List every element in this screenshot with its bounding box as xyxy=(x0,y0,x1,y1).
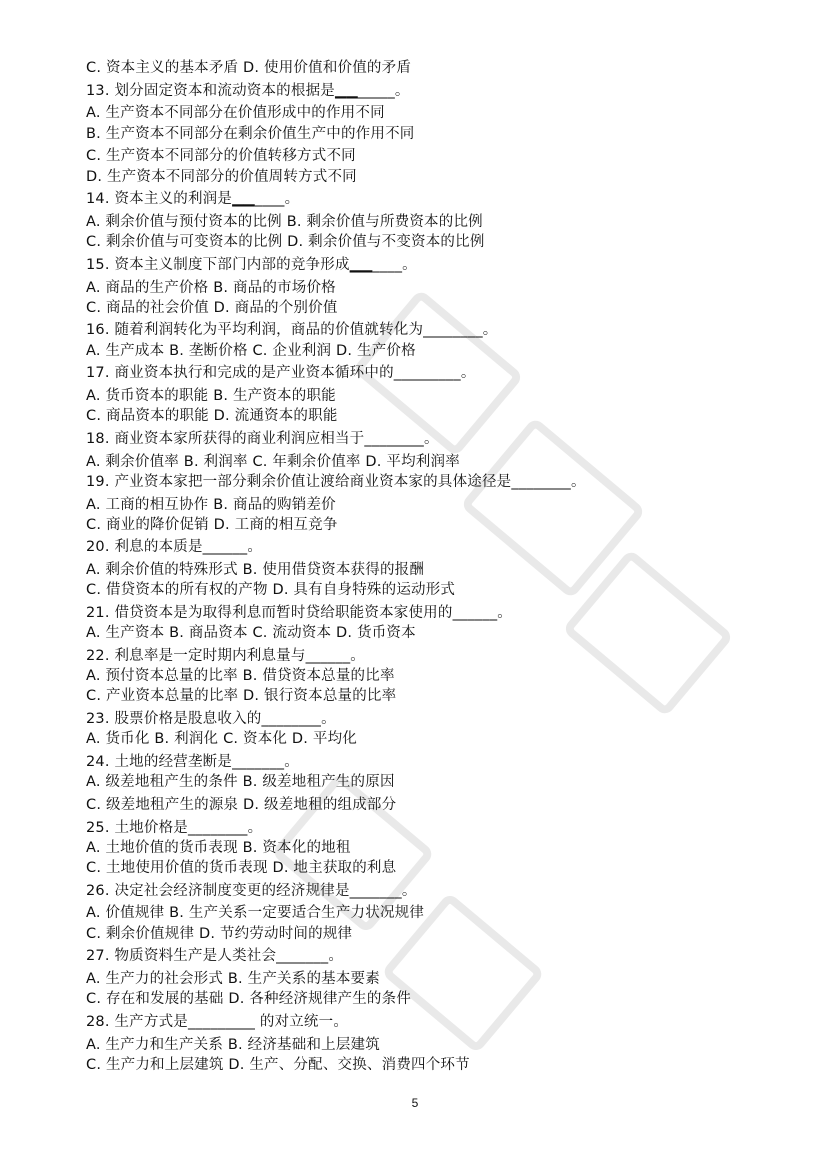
question-line: 25. 土地价格是________。 xyxy=(86,819,263,836)
option-line: A. 货币化 B. 利润化 C. 资本化 D. 平均化 xyxy=(86,731,358,748)
option-line: A. 商品的生产价格 B. 商品的市场价格 xyxy=(86,279,336,296)
option-line: C. 级差地租产生的源泉 D. 级差地租的组成部分 xyxy=(86,796,397,813)
question-line: 19. 产业资本家把一部分剩余价值让渡给商业资本家的具体途径是________。 xyxy=(86,473,586,490)
option-line: A. 工商的相互协作 B. 商品的购销差价 xyxy=(86,496,336,513)
question-line: 14. 资本主义的利润是▁▁____。 xyxy=(86,191,300,208)
option-line: A. 生产资本不同部分在价值形成中的作用不同 xyxy=(86,105,385,122)
option-line: B. 生产资本不同部分在剩余价值生产中的作用不同 xyxy=(86,125,415,142)
question-line: 15. 资本主义制度下部门内部的竞争形成▁▁____。 xyxy=(86,256,417,273)
option-line: C. 生产力和上层建筑 D. 生产、分配、交换、消费四个环节 xyxy=(86,1056,470,1073)
question-line: 18. 商业资本家所获得的商业利润应相当于________。 xyxy=(86,430,439,447)
option-line: A. 剩余价值与预付资本的比例 B. 剩余价值与所费资本的比例 xyxy=(86,213,483,230)
option-line: A. 生产成本 B. 垄断价格 C. 企业利润 D. 生产价格 xyxy=(86,342,416,359)
option-line: C. 剩余价值规律 D. 节约劳动时间的规律 xyxy=(86,925,353,942)
option-line: A. 土地价值的货币表现 B. 资本化的地租 xyxy=(86,839,351,856)
option-line: A. 预付资本总量的比率 B. 借贷资本总量的比率 xyxy=(86,668,395,685)
option-line: C. 剩余价值与可变资本的比例 D. 剩余价值与不变资本的比例 xyxy=(86,234,485,251)
question-line: 22. 利息率是一定时期内利息量与______。 xyxy=(86,647,365,664)
option-line: A. 剩余价值的特殊形式 B. 使用借贷资本获得的报酬 xyxy=(86,562,425,579)
option-line: A. 货币资本的职能 B. 生产资本的职能 xyxy=(86,388,336,405)
option-line: C. 存在和发展的基础 D. 各种经济规律产生的条件 xyxy=(86,991,412,1008)
option-line: C. 商品资本的职能 D. 流通资本的职能 xyxy=(86,408,338,425)
question-line: 13. 划分固定资本和流动资本的根据是▁▁_____。 xyxy=(86,82,410,99)
question-line: 17. 商业资本执行和完成的是产业资本循环中的_________。 xyxy=(86,365,476,382)
page-number: 5 xyxy=(411,1096,419,1110)
question-line: 16. 随着利润转化为平均利润，商品的价值就转化为________。 xyxy=(86,322,498,339)
option-line: A. 生产力的社会形式 B. 生产关系的基本要素 xyxy=(86,971,380,988)
option-line: C. 资本主义的基本矛盾 D. 使用价值和价值的矛盾 xyxy=(86,60,412,76)
option-line: C. 产业资本总量的比率 D. 银行资本总量的比率 xyxy=(86,688,397,705)
question-line: 28. 生产方式是_________ 的对立统一。 xyxy=(86,1013,349,1030)
question-line: 24. 土地的经营垄断是_______。 xyxy=(86,754,299,770)
option-line: A. 剩余价值率 B. 利润率 C. 年剩余价值率 D. 平均利润率 xyxy=(86,453,460,470)
option-line: C. 借贷资本的所有权的产物 D. 具有自身特殊的运动形式 xyxy=(86,582,456,599)
option-line: A. 生产力和生产关系 B. 经济基础和上层建筑 xyxy=(86,1036,380,1053)
option-line: A. 价值规律 B. 生产关系一定要适合生产力状况规律 xyxy=(86,905,425,922)
option-line: D. 生产资本不同部分的价值周转方式不同 xyxy=(86,168,357,185)
option-line: A. 级差地租产生的条件 B. 级差地租产生的原因 xyxy=(86,774,395,791)
option-line: C. 土地使用价值的货币表现 D. 地主获取的利息 xyxy=(86,860,397,877)
question-list xyxy=(86,58,746,1075)
question-line: 27. 物质资料生产是人类社会_______。 xyxy=(86,948,344,965)
question-line: 23. 股票价格是股息收入的________。 xyxy=(86,711,336,728)
option-line: C. 生产资本不同部分的价值转移方式不同 xyxy=(86,148,356,165)
option-line: C. 商业的降价促销 D. 工商的相互竞争 xyxy=(86,516,338,533)
question-line: 20. 利息的本质是______。 xyxy=(86,539,263,556)
question-line: 21. 借贷资本是为取得利息而暂时贷给职能资本家使用的______。 xyxy=(86,605,512,622)
question-line: 26. 决定社会经济制度变更的经济规律是_______。 xyxy=(86,882,417,899)
option-line: C. 商品的社会价值 D. 商品的个别价值 xyxy=(86,299,338,316)
option-line: A. 生产资本 B. 商品资本 C. 流动资本 D. 货币资本 xyxy=(86,625,416,642)
